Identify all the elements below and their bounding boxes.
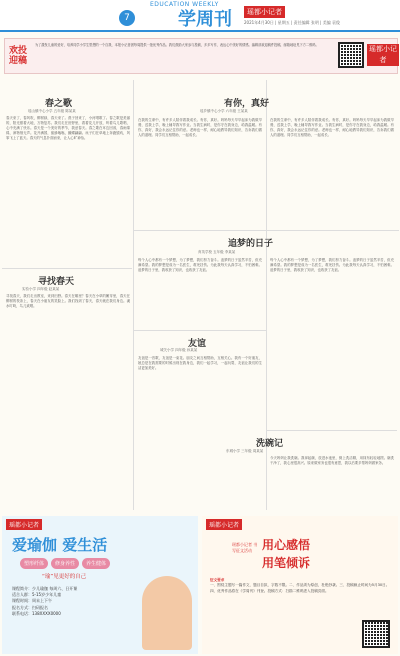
qr-code-icon[interactable]: [362, 620, 390, 648]
article-body: 今天妈妈让我洗碗。我拿起碗，放进水池里，倒上洗洁精，用抹布轻轻地擦。碗洗干净了，我心里很高兴。原来做家务也很有意思，我以后要多帮妈妈做家务。: [270, 456, 394, 466]
article-body: 在我的生命中，有许多人陪伴着我成长。有你，真好。妈妈每天早早起床为我做早餐，送我上学，晚上辅导我写作业。当我生病时，是你守在我身边，给我温暖。有你，真好，我会永远记住你的爱。老师也一样，耐心地教导我们知识，告诉我们做人的道理。同学们互相帮助，一起成长。: [138, 118, 262, 138]
submission-notice: [4, 38, 398, 74]
issue-meta: 2021年4月30日 | 星期五 | 责任编辑 张明 | 美编 袁俊: [244, 20, 341, 25]
section-divider: [134, 330, 266, 331]
article-body: 每个人心中都有一个梦想，为了梦想，我们努力奋斗。追梦的日子虽然辛苦，但充满希望。我的梦想是成为一名医生，救死扶伤。为此我每天认真学习，不怕困难。追梦的日子里，我收获了知识，也收获了友谊。: [138, 258, 262, 273]
article-title: 有你，真好: [224, 99, 270, 109]
ad-info-text: 一、围绕主题写一篇作文，题目自拟，字数不限。二、作品须为原创，杜绝抄袭。三、投稿截止时间为5月30日。四、优秀作品将在《学周刊》刊登。投稿方式：扫描二维码进入投稿页面。: [210, 583, 390, 593]
ad-info: [12, 586, 142, 617]
article-body: 寻找春天，我们走出教室，来到田野。春天在哪里？春天在小草的嫩芽里，春天在柳树的枝条上，春天在小朋友的笑脸上。我们找到了春天，春天就在我们身边。溪水叮咚，鸟儿欢唱。: [6, 294, 130, 309]
ad-info-line: 报名方式：扫码报名: [12, 604, 48, 610]
masthead-title: 学周刊: [178, 9, 232, 30]
article-author: 育英学校 五年级 李某某: [198, 250, 236, 254]
qr-code-icon[interactable]: [338, 42, 364, 68]
ad-pill: 修身养性: [51, 558, 79, 569]
article-author: 瑶山镇中心小学 五年级 陈某某: [28, 109, 76, 113]
ad-brand: 瑶都小记者: [6, 519, 42, 530]
ad-pill: 塑形纤体: [20, 558, 48, 569]
section-divider: [2, 268, 132, 269]
ad-headline: 用心感悟: [262, 538, 311, 552]
article-body: 春天来了，春风吹，柳树绿，春天来了。燕子回来了，小河唱歌了。春之歌是美丽的，阳光照着大地，万物复苏。我们走在田野里，看着花儿开放，听着鸟儿歌唱，心中充满了快乐。春天是一个美好的季节，我爱春天。春之歌在耳边回荡，春雨绵绵，润物细无声。花开满园，蜜蜂嗡嗡，蝴蝶翩翩。孩子们在草地上奔跑嬉戏，风筝飞上了蓝天。春天的气息扑面而来，让人心旷神怡。: [6, 116, 130, 141]
article-title: 春之歌: [45, 99, 73, 109]
ad-tagline: “瑜”见更好的自己: [42, 574, 87, 580]
article-author: 东城小学 三年级 周某某: [226, 449, 264, 453]
brand-logo: 瑶都小记者: [244, 6, 285, 18]
ad-info-line: 联系电话：138XXXX0000: [12, 610, 61, 616]
article-author: 实验小学 四年级 赵某某: [22, 287, 60, 291]
article-body-continued: 在我的生命中，有许多人陪伴着我成长。有你，真好。妈妈每天早早起床为我做早餐，送我上学，晚上辅导我写作业。当我生病时，是你守在我身边，给我温暖。有你，真好，我会永远记住你的爱。老师也一样，耐心地教导我们知识，告诉我们做人的道理。同学们互相帮助，一起成长。: [270, 118, 394, 138]
notice-brand: 瑶都小记者: [369, 45, 397, 64]
article-author: 瑶乡镇中心小学 六年级 王某某: [200, 109, 248, 113]
ad-pill-group: [20, 558, 110, 569]
ad-info-line: 适合人群：5-15岁少年儿童: [12, 592, 62, 598]
ad-info: [210, 578, 394, 594]
notice-text: 为了激发儿童的爱好，培养同学小学生思想的一个自我，本报小记者团每周提供一批优秀作品。我们鼓励大家参与投稿，多多写作，表达心中美好的情感。编辑部欢迎稿件投稿，邮箱地址见下方二维码。: [35, 43, 319, 47]
ad-pill: 养生健体: [82, 558, 110, 569]
ad-info-line: 课程时间：周末上下午: [12, 598, 52, 604]
section-divider: [134, 230, 399, 231]
article-author: 城关小学 四年级 孙某某: [160, 348, 198, 352]
header-divider: [0, 30, 400, 32]
ad-headline: 用笔倾诉: [262, 556, 311, 570]
ad-info-line: 课程简介：少儿瑜伽 每周六、日开课: [12, 586, 78, 591]
article-body-continued: 每个人心中都有一个梦想，为了梦想，我们努力奋斗。追梦的日子虽然辛苦，但充满希望。我的梦想是成为一名医生，救死扶伤。为此我每天认真学习，不怕困难。追梦的日子里，我收获了知识，也收获了友谊。: [270, 258, 394, 273]
ad-brand: 瑶都小记者: [206, 519, 242, 530]
kids-yoga-illustration: [142, 576, 192, 650]
article-body: 友谊是一首歌，友谊是一束花。朋友之间互相帮助，互相关心。我有一个好朋友，她总是在我需要的时候出现在我身边，我们一起学习，一起玩耍，友谊让我们的生活更加美好。: [138, 356, 262, 371]
ad-subtitle: 瑶都小记者 书写征文活动: [232, 542, 258, 553]
article-title: 洗碗记: [256, 439, 284, 449]
section-divider: [267, 430, 397, 431]
yoga-ad[interactable]: [2, 516, 198, 654]
article-title: 追梦的日子: [228, 239, 274, 249]
notice-label: 欢投迎稿: [9, 46, 28, 66]
ad-headline: 爱瑜伽 爱生活: [12, 536, 108, 554]
article-title: 友谊: [188, 339, 207, 349]
column-divider: [133, 80, 134, 510]
article-title: 寻找春天: [38, 277, 75, 287]
issue-number: 7: [119, 10, 135, 26]
essay-contest-ad[interactable]: [202, 516, 398, 654]
english-title: EDUCATION WEEKLY: [150, 1, 219, 8]
page-header: [0, 0, 400, 32]
ad-info-title: 征文要求: [210, 578, 225, 582]
